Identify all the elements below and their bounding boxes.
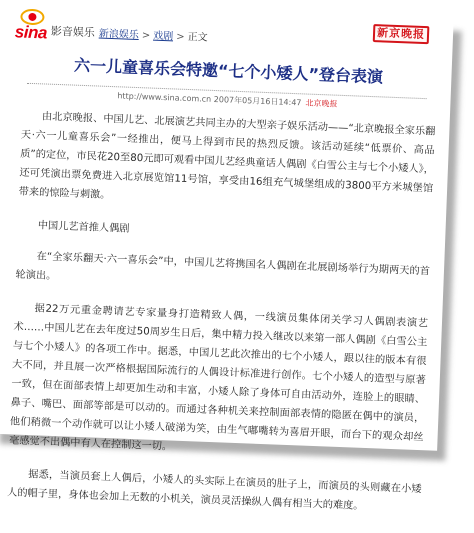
breadcrumb-home-link[interactable]: 新浪娱乐	[98, 28, 140, 42]
article-url-date: http://www.sina.com.cn 2007年05月16日14:47	[117, 91, 302, 108]
article-subheading: 中国儿艺首推人偶剧	[37, 220, 130, 235]
breadcrumb-current: 正文	[187, 31, 208, 44]
article-source-link[interactable]: 北京晚报	[305, 98, 338, 109]
article-paragraph: 据悉，当演员套上人偶后，小矮人的头实际上在演员的肚子上，而演员的头则藏在小矮人的帽子里，身体也会加上无数的小机关，演员灵活操纵人偶有相当大的难度。	[6, 469, 422, 513]
article-paragraph: 据22万元重金聘请艺专家量身打造精致人偶，一线演员集体闭关学习人偶剧表演艺术……中国儿艺在去年度过50周岁生日后，集中精力投入继改以来第一部人偶剧《白雪公主与七个小矮人》的各项工作中。据悉，中国儿艺此次推出的七个小矮人，跟以往的版本有很大不同，并且展一次严格根据国际流行的人偶设计标准进行创作。七个小矮人的造型与原著一致，但在面部表情上却更加生动和丰富，小矮人除了身体可自由活动外，连脸上的眼睛、鼻子、嘴巴、面部等部是可以动的。而通过各种机关来控制面部表情的隐匿在偶中的演员，他们稍微一个动作就可以让小矮人破涕为笑，由生气嘟嘴转为喜眉开眼，而台下的观众却丝毫感觉不出偶中有人在控制这一切。	[8, 303, 429, 453]
article-body	[6, 107, 435, 533]
channel-name[interactable]: 影音娱乐	[50, 24, 96, 40]
breadcrumb-section-link[interactable]: 戏剧	[152, 30, 174, 43]
article-page	[0, 2, 454, 513]
breadcrumb-separator: >	[175, 31, 185, 43]
article-paragraph: 在“全家乐翻天·六一喜乐会”中，中国儿艺将携国名人偶剧在北展剧场举行为期两天的首轮演出。	[15, 251, 431, 283]
article-paragraph: 由北京晚报、中国儿艺、北展演艺共同主办的大型亲子娱乐活动——“北京晚报全家乐翻天·六一儿童喜乐会”一经推出，便马上得到市民的热烈反馈。该活动延续“低票价、高品质”的定位，市民花20至80元即可观看中国儿艺经典童话人偶剧《白雪公主与七个小矮人》，还可凭演出票免费进入北京展览馆11号馆，享受由16组充气城堡组成的3800平方米城堡馆带来的惊险与刺激。	[18, 111, 436, 202]
breadcrumb	[99, 25, 208, 44]
sina-logo[interactable]	[14, 8, 49, 43]
sina-logo-text: sina	[14, 22, 48, 43]
article-title: 六一儿童喜乐会特邀“七个小矮人”登台表演	[73, 55, 384, 87]
breadcrumb-separator: >	[141, 30, 151, 42]
newspaper-stamp: 新京晚报	[373, 24, 430, 44]
